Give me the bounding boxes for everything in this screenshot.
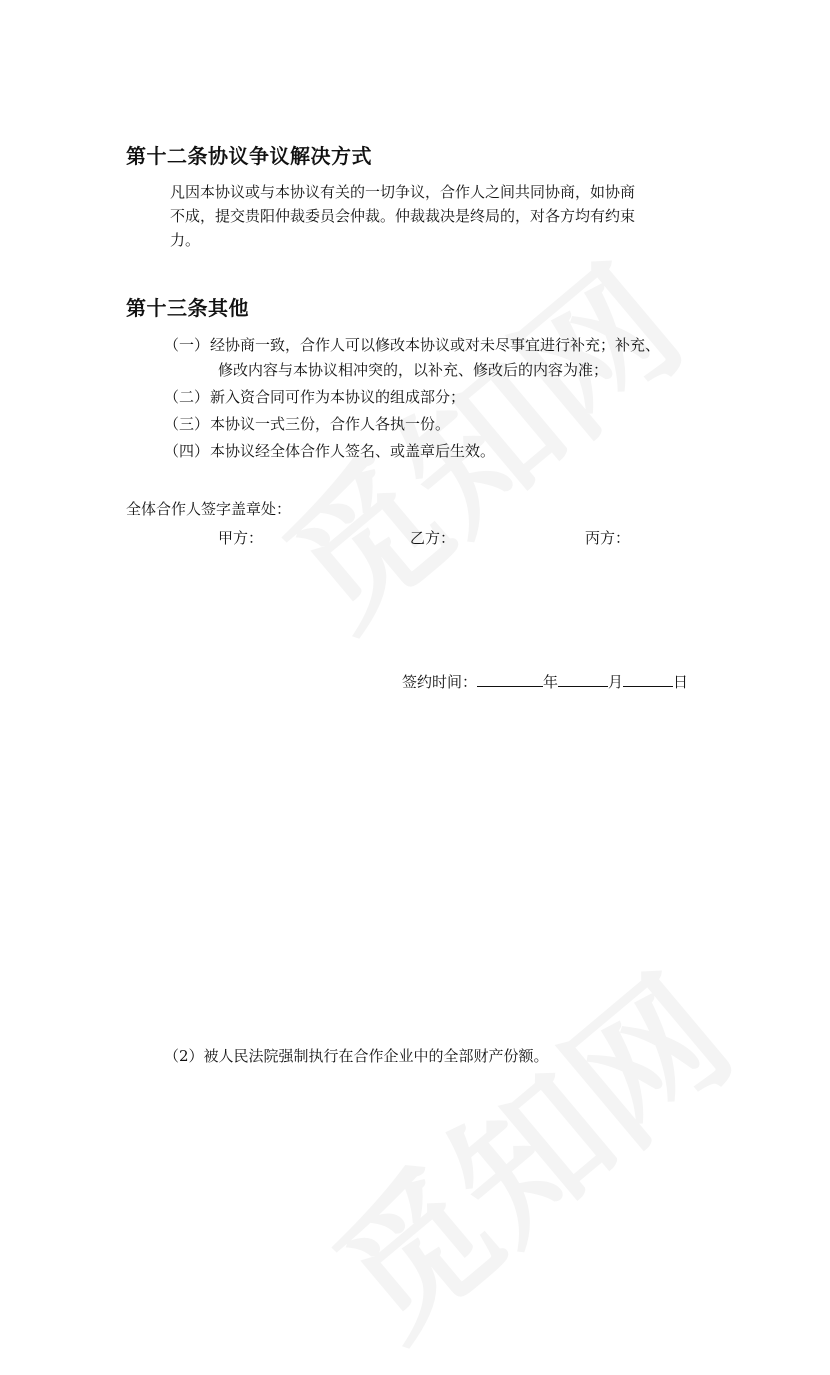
item-label: （三） bbox=[164, 415, 210, 433]
year-blank[interactable] bbox=[477, 671, 543, 687]
watermark bbox=[283, 921, 767, 1375]
item-label: （四） bbox=[164, 442, 210, 460]
article-12-body-line: 力。 bbox=[170, 231, 201, 249]
item-label: （二） bbox=[164, 388, 210, 406]
article-12-body-line: 凡因本协议或与本协议有关的一切争议，合作人之间共同协商，如协商 bbox=[170, 183, 636, 201]
sign-date bbox=[402, 671, 688, 692]
article-12-title: 第十二条协议争议解决方式 bbox=[126, 144, 372, 168]
item-text: 修改内容与本协议相冲突的，以补充、修改后的内容为准； bbox=[218, 361, 609, 379]
article-13-title: 第十三条其他 bbox=[126, 296, 249, 320]
item-text: 本协议经全体合作人签名、或盖章后生效。 bbox=[210, 442, 496, 460]
item-text: 本协议一式三份，合作人各执一份。 bbox=[210, 415, 451, 433]
day-blank[interactable] bbox=[623, 671, 673, 687]
month-label: 月 bbox=[608, 673, 624, 691]
signature-heading: 全体合作人签字盖章处： bbox=[126, 500, 292, 518]
item-text: 经协商一致，合作人可以修改本协议或对未尽事宜进行补充；补充、 bbox=[210, 336, 661, 354]
party-b-label: 乙方： bbox=[410, 529, 456, 547]
day-label: 日 bbox=[673, 673, 689, 691]
watermark bbox=[233, 211, 717, 666]
item-text: 新入资合同可作为本协议的组成部分； bbox=[210, 388, 466, 406]
year-label: 年 bbox=[543, 673, 559, 691]
party-c-label: 丙方： bbox=[585, 529, 631, 547]
date-label: 签约时间： bbox=[402, 673, 478, 691]
article-12-body-line: 不成，提交贵阳仲裁委员会仲裁。仲裁裁决是终局的，对各方均有约束 bbox=[170, 207, 636, 225]
item-label: （一） bbox=[164, 336, 210, 354]
month-blank[interactable] bbox=[558, 671, 608, 687]
footer-clause: （2）被人民法院强制执行在合作企业中的全部财产份额。 bbox=[164, 1047, 549, 1065]
party-a-label: 甲方： bbox=[218, 529, 264, 547]
